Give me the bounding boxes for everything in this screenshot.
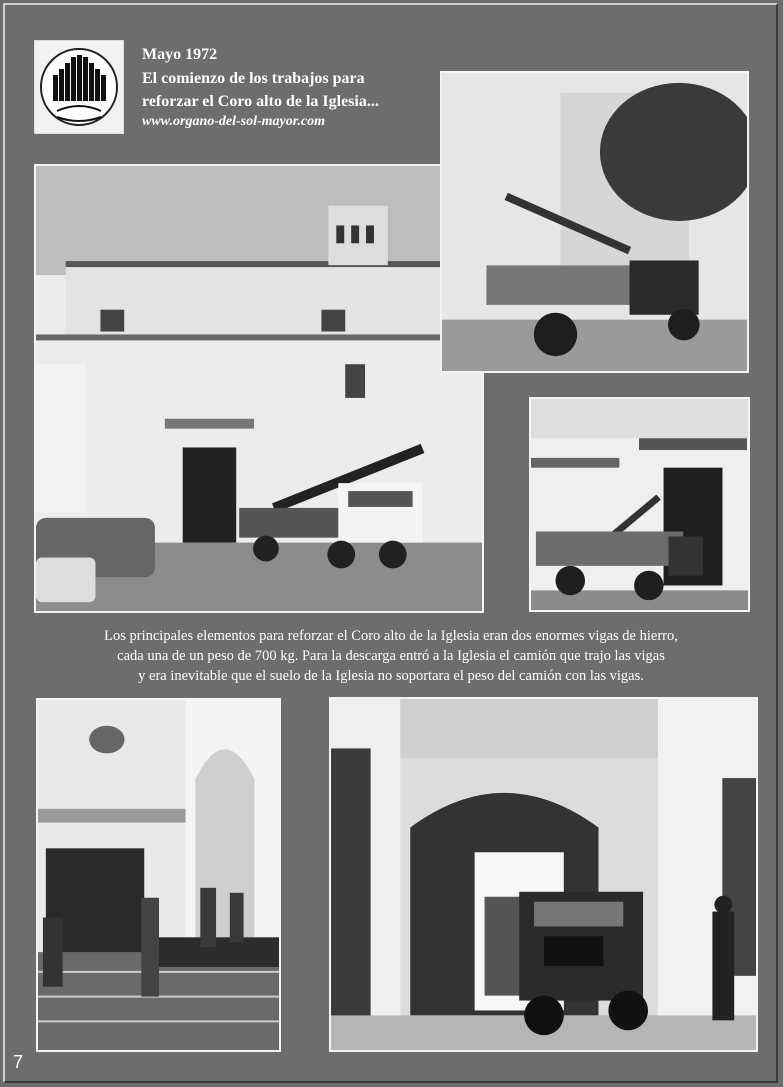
header-url: www.organo-del-sol-mayor.com (142, 114, 326, 129)
caption-line1: Los principales elementos para reforzar el Coro alto de la Iglesia eran dos enormes vigas de hierro, (104, 628, 678, 644)
crane-truck-photo (440, 71, 749, 373)
truck-inside-church-photo (329, 697, 758, 1052)
caption-line2: cada una de un peso de 700 kg. Para la descarga entró a la Iglesia el camión que trajo las vigas (117, 648, 665, 664)
truck-at-door-photo (529, 397, 750, 612)
header-title-line1: El comienzo de los trabajos para (142, 70, 365, 87)
church-interior-photo (36, 698, 281, 1052)
header-date: Mayo 1972 (142, 46, 218, 63)
page-number: 7 (13, 1052, 24, 1072)
photo-caption (40, 626, 742, 686)
church-facade-truck-photo (34, 164, 484, 613)
organ-pipes-logo (34, 40, 124, 134)
caption-line3: y era inevitable que el suelo de la Iglesia no soportara el peso del camión con las vigas. (138, 668, 644, 684)
header-title-line2: reforzar el Coro alto de la Iglesia... (142, 93, 379, 110)
header (142, 44, 379, 132)
